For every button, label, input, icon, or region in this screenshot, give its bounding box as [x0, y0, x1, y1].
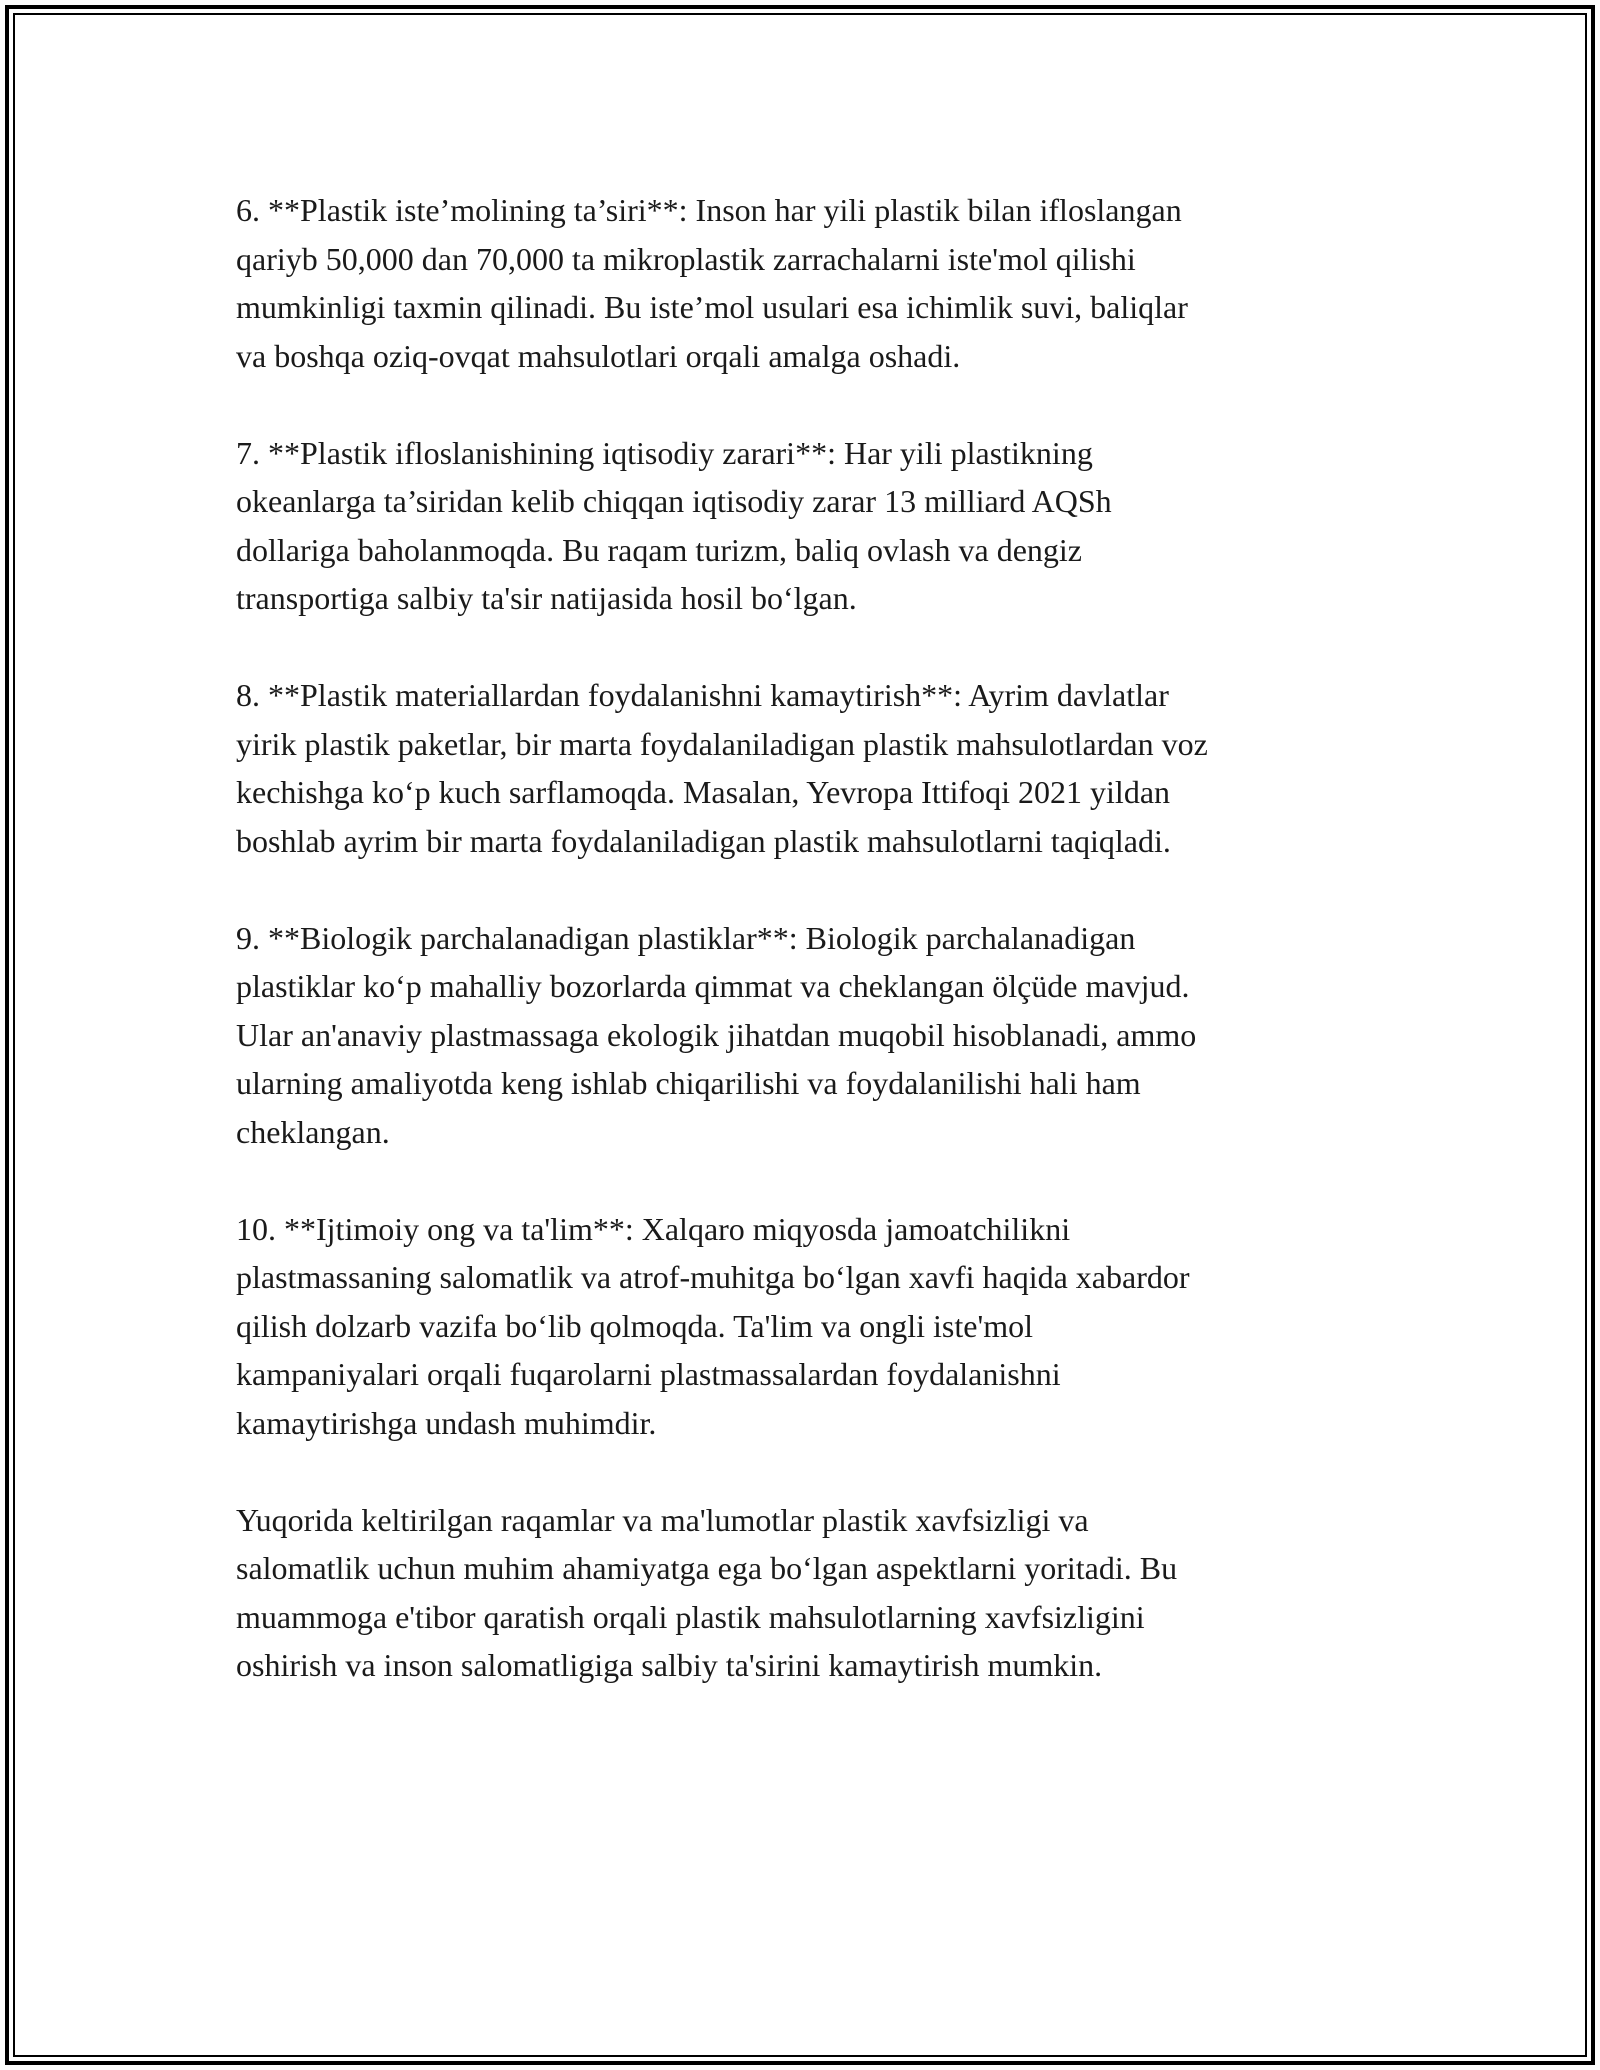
text-line: oshirish va inson salomatligiga salbiy ta'sirini kamaytirish mumkin. [236, 1647, 1103, 1683]
text-line: mumkinligi taxmin qilinadi. Bu iste’mol usulari esa ichimlik suvi, baliqlar [236, 289, 1188, 325]
paragraph-item-9 [236, 914, 1366, 1157]
text-line: dollariga baholanmoqda. Bu raqam turizm, baliq ovlash va dengiz [236, 531, 1082, 568]
text-line: cheklangan. [236, 1113, 390, 1150]
text-line: qilish dolzarb vazifa bo‘lib qolmoqda. Ta'lim va ongli iste'mol [236, 1307, 1033, 1344]
text-line: 7. **Plastik ifloslanishining iqtisodiy zarari**: Har yili plastikning [236, 434, 1093, 471]
text-line: 10. **Ijtimoiy ong va ta'lim**: Xalqaro miqyosda jamoatchilikni [236, 1210, 1071, 1247]
text-line: qariyb 50,000 dan 70,000 ta mikroplastik zarrachalarni iste'mol qilishi [236, 240, 1136, 277]
paragraph-conclusion [236, 1496, 1366, 1690]
text-line: salomatlik uchun muhim ahamiyatga ega bo‘lgan aspektlarni yoritadi. Bu [236, 1550, 1178, 1586]
text-line: transportiga salbiy ta'sir natijasida hosil bo‘lgan. [236, 580, 857, 616]
text-line: kamaytirishga undash muhimdir. [236, 1404, 657, 1441]
text-line: va boshqa oziq-ovqat mahsulotlari orqali amalga oshadi. [236, 337, 961, 374]
text-line: 9. **Biologik parchalanadigan plastiklar**: Biologik parchalanadigan [236, 919, 1136, 956]
text-line: 8. **Plastik materiallardan foydalanishni kamaytirish**: Ayrim davlatlar [236, 677, 1169, 713]
paragraph-item-6 [236, 186, 1366, 380]
paragraph-item-8 [236, 671, 1366, 865]
text-line: kechishga ko‘p kuch sarflamoqda. Masalan, Yevropa Ittifoqi 2021 yildan [236, 774, 1171, 810]
text-line: plastiklar ko‘p mahalliy bozorlarda qimmat va cheklangan ölçüde mavjud. [236, 968, 1190, 1004]
text-line: muammoga e'tibor qaratish orqali plastik mahsulotlarning xavfsizligini [236, 1598, 1145, 1635]
text-line: Yuqorida keltirilgan raqamlar va ma'lumotlar plastik xavfsizligi va [236, 1501, 1089, 1538]
paragraph-item-7 [236, 429, 1366, 623]
text-line: 6. **Plastik iste’molining ta’siri**: Inson har yili plastik bilan ifloslangan [236, 192, 1182, 228]
text-line: boshlab ayrim bir marta foydalaniladigan plastik mahsulotlarni taqiqladi. [236, 822, 1171, 859]
document-body [236, 186, 1366, 1738]
text-line: Ular an'anaviy plastmassaga ekologik jihatdan muqobil hisoblanadi, ammo [236, 1016, 1197, 1053]
text-line: okeanlarga ta’siridan kelib chiqqan iqtisodiy zarar 13 milliard AQSh [236, 483, 1112, 519]
text-line: plastmassaning salomatlik va atrof-muhitga bo‘lgan xavfi haqida xabardor [236, 1259, 1190, 1295]
text-line: kampaniyalari orqali fuqarolarni plastmassalardan foydalanishni [236, 1356, 1061, 1392]
text-line: ularning amaliyotda keng ishlab chiqarilishi va foydalanilishi hali ham [236, 1065, 1141, 1101]
paragraph-item-10 [236, 1205, 1366, 1448]
text-line: yirik plastik paketlar, bir marta foydalaniladigan plastik mahsulotlardan voz [236, 725, 1208, 762]
